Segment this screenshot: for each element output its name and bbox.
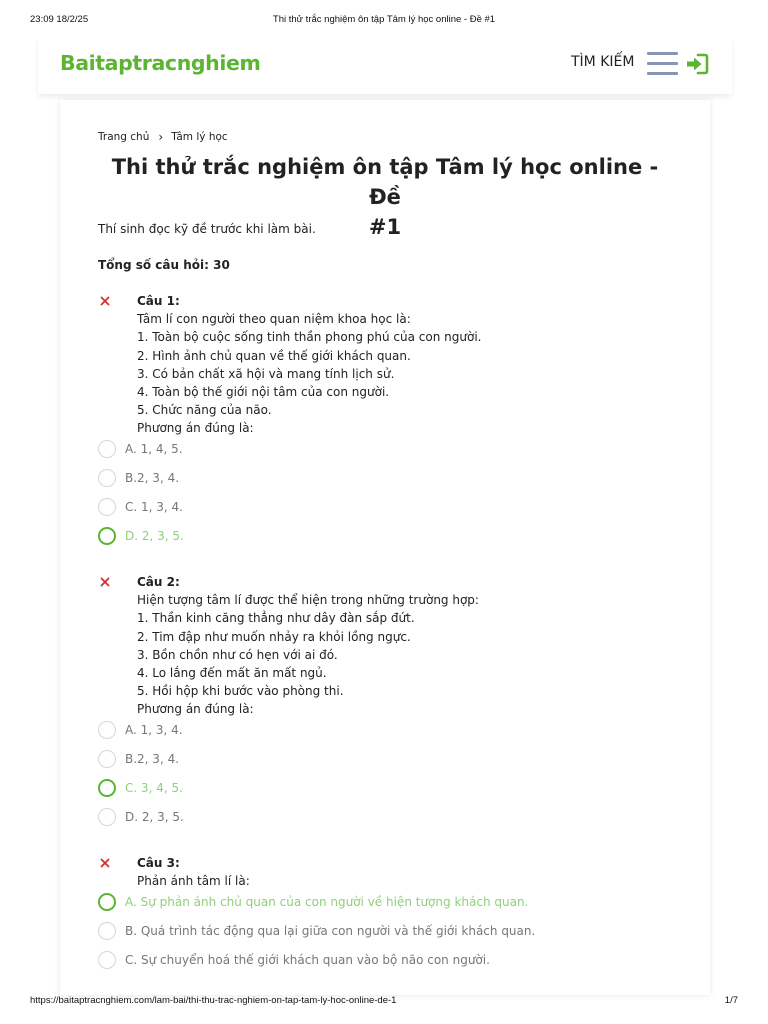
radio-icon[interactable] (98, 721, 116, 739)
question-text-line: 5. Hồi hộp khi bước vào phòng thi. (137, 684, 344, 699)
answer-option[interactable] (98, 806, 184, 828)
question-body (137, 854, 657, 890)
breadcrumb-home[interactable]: Trang chủ (98, 131, 150, 143)
radio-icon[interactable] (98, 469, 116, 487)
site-logo[interactable]: Baitaptracnghiem (60, 51, 261, 75)
question-text-line: Phương án đúng là: (137, 702, 254, 717)
radio-correct-icon[interactable] (98, 527, 116, 545)
answer-option[interactable] (98, 438, 183, 460)
answer-option-label: D. 2, 3, 5. (125, 810, 184, 824)
question-text-line: Phương án đúng là: (137, 421, 254, 436)
page-title-line2: #1 (368, 215, 402, 239)
quiz-card (60, 100, 710, 995)
print-header (0, 14, 768, 30)
answer-option-label: C. Sự chuyển hoá thế giới khách quan vào bộ não con người. (125, 953, 490, 967)
breadcrumb-current[interactable]: Tâm lý học (171, 131, 228, 143)
answer-option[interactable] (98, 777, 183, 799)
radio-icon[interactable] (98, 498, 116, 516)
answer-option-label: A. Sự phản ánh chủ quan của con người về hiện tượng khách quan. (125, 895, 529, 909)
wrong-x-icon (100, 296, 110, 306)
wrong-x-icon (100, 858, 110, 868)
wrong-x-icon (100, 577, 110, 587)
answer-option[interactable] (98, 467, 179, 489)
question-text-line: 1. Toàn bộ cuộc sống tinh thần phong phú của con người. (137, 330, 482, 345)
answer-option-label: B. Quá trình tác động qua lại giữa con người và thế giới khách quan. (125, 924, 536, 938)
print-url: https://baitaptracnghiem.com/lam-bai/thi-thu-trac-nghiem-on-tap-tam-ly-hoc-online-de-1 (30, 995, 397, 1006)
answer-option-label: B.2, 3, 4. (125, 471, 180, 485)
radio-icon[interactable] (98, 951, 116, 969)
question-text-line: Hiện tượng tâm lí được thể hiện trong những trường hợp: (137, 593, 479, 608)
question-text-line: Tâm lí con người theo quan niệm khoa học là: (137, 312, 411, 327)
question-text-line: 3. Bồn chồn như có hẹn với ai đó. (137, 647, 338, 662)
radio-icon[interactable] (98, 440, 116, 458)
answer-option-label: C. 1, 3, 4. (125, 500, 183, 514)
total-questions (98, 258, 230, 272)
answer-option-label: B.2, 3, 4. (125, 752, 180, 766)
answer-option-label: C. 3, 4, 5. (125, 781, 183, 795)
question-text-line: 2. Tim đập như muốn nhảy ra khỏi lồng ngực. (137, 629, 411, 644)
question-body (137, 292, 657, 438)
login-icon[interactable] (684, 51, 710, 77)
answer-option-label: A. 1, 4, 5. (125, 442, 183, 456)
radio-icon[interactable] (98, 808, 116, 826)
answer-option[interactable] (98, 949, 490, 971)
page-title-line1: Thi thử trắc nghiệm ôn tập Tâm lý học online - Đề (111, 155, 659, 209)
question-text-line: 2. Hình ảnh chủ quan về thế giới khách quan. (137, 348, 411, 363)
question-text-line: 4. Lo lắng đến mất ăn mất ngủ. (137, 666, 327, 681)
print-page-title: Thi thử trắc nghiệm ôn tập Tâm lý học online - Đề #1 (272, 14, 496, 25)
site-header (38, 38, 732, 94)
answer-option[interactable] (98, 525, 184, 547)
radio-correct-icon[interactable] (98, 779, 116, 797)
chevron-right-icon: › (158, 130, 164, 144)
question-body (137, 573, 657, 719)
answer-option[interactable] (98, 891, 528, 913)
answer-option[interactable] (98, 920, 535, 942)
question-text-line: 3. Có bản chất xã hội và mang tính lịch sử. (137, 366, 395, 381)
question-number: Câu 3: (137, 856, 180, 870)
print-timestamp: 23:09 18/2/25 (30, 14, 89, 25)
print-page-number: 1/7 (724, 995, 738, 1006)
question-text-line: Phản ánh tâm lí là: (137, 874, 250, 889)
print-footer (0, 995, 768, 1011)
answer-option-label: A. 1, 3, 4. (125, 723, 183, 737)
answer-option[interactable] (98, 748, 179, 770)
radio-icon[interactable] (98, 922, 116, 940)
answer-option[interactable] (98, 496, 183, 518)
search-button[interactable]: TÌM KIẾM (571, 54, 635, 70)
intro-text: Thí sinh đọc kỹ đề trước khi làm bài. (98, 222, 316, 236)
question-number: Câu 1: (137, 294, 180, 308)
question-text-line: 5. Chức năng của não. (137, 403, 272, 418)
question-text-line: 4. Toàn bộ thế giới nội tâm của con người. (137, 385, 390, 400)
menu-icon[interactable] (647, 52, 678, 76)
radio-correct-icon[interactable] (98, 893, 116, 911)
breadcrumb (98, 130, 228, 144)
answer-option-label: D. 2, 3, 5. (125, 529, 184, 543)
total-questions-label: Tổng số câu hỏi: 30 (98, 258, 230, 272)
question-text-line: 1. Thần kinh căng thẳng như dây đàn sắp đứt. (137, 611, 415, 626)
question-number: Câu 2: (137, 575, 180, 589)
radio-icon[interactable] (98, 750, 116, 768)
answer-option[interactable] (98, 719, 183, 741)
